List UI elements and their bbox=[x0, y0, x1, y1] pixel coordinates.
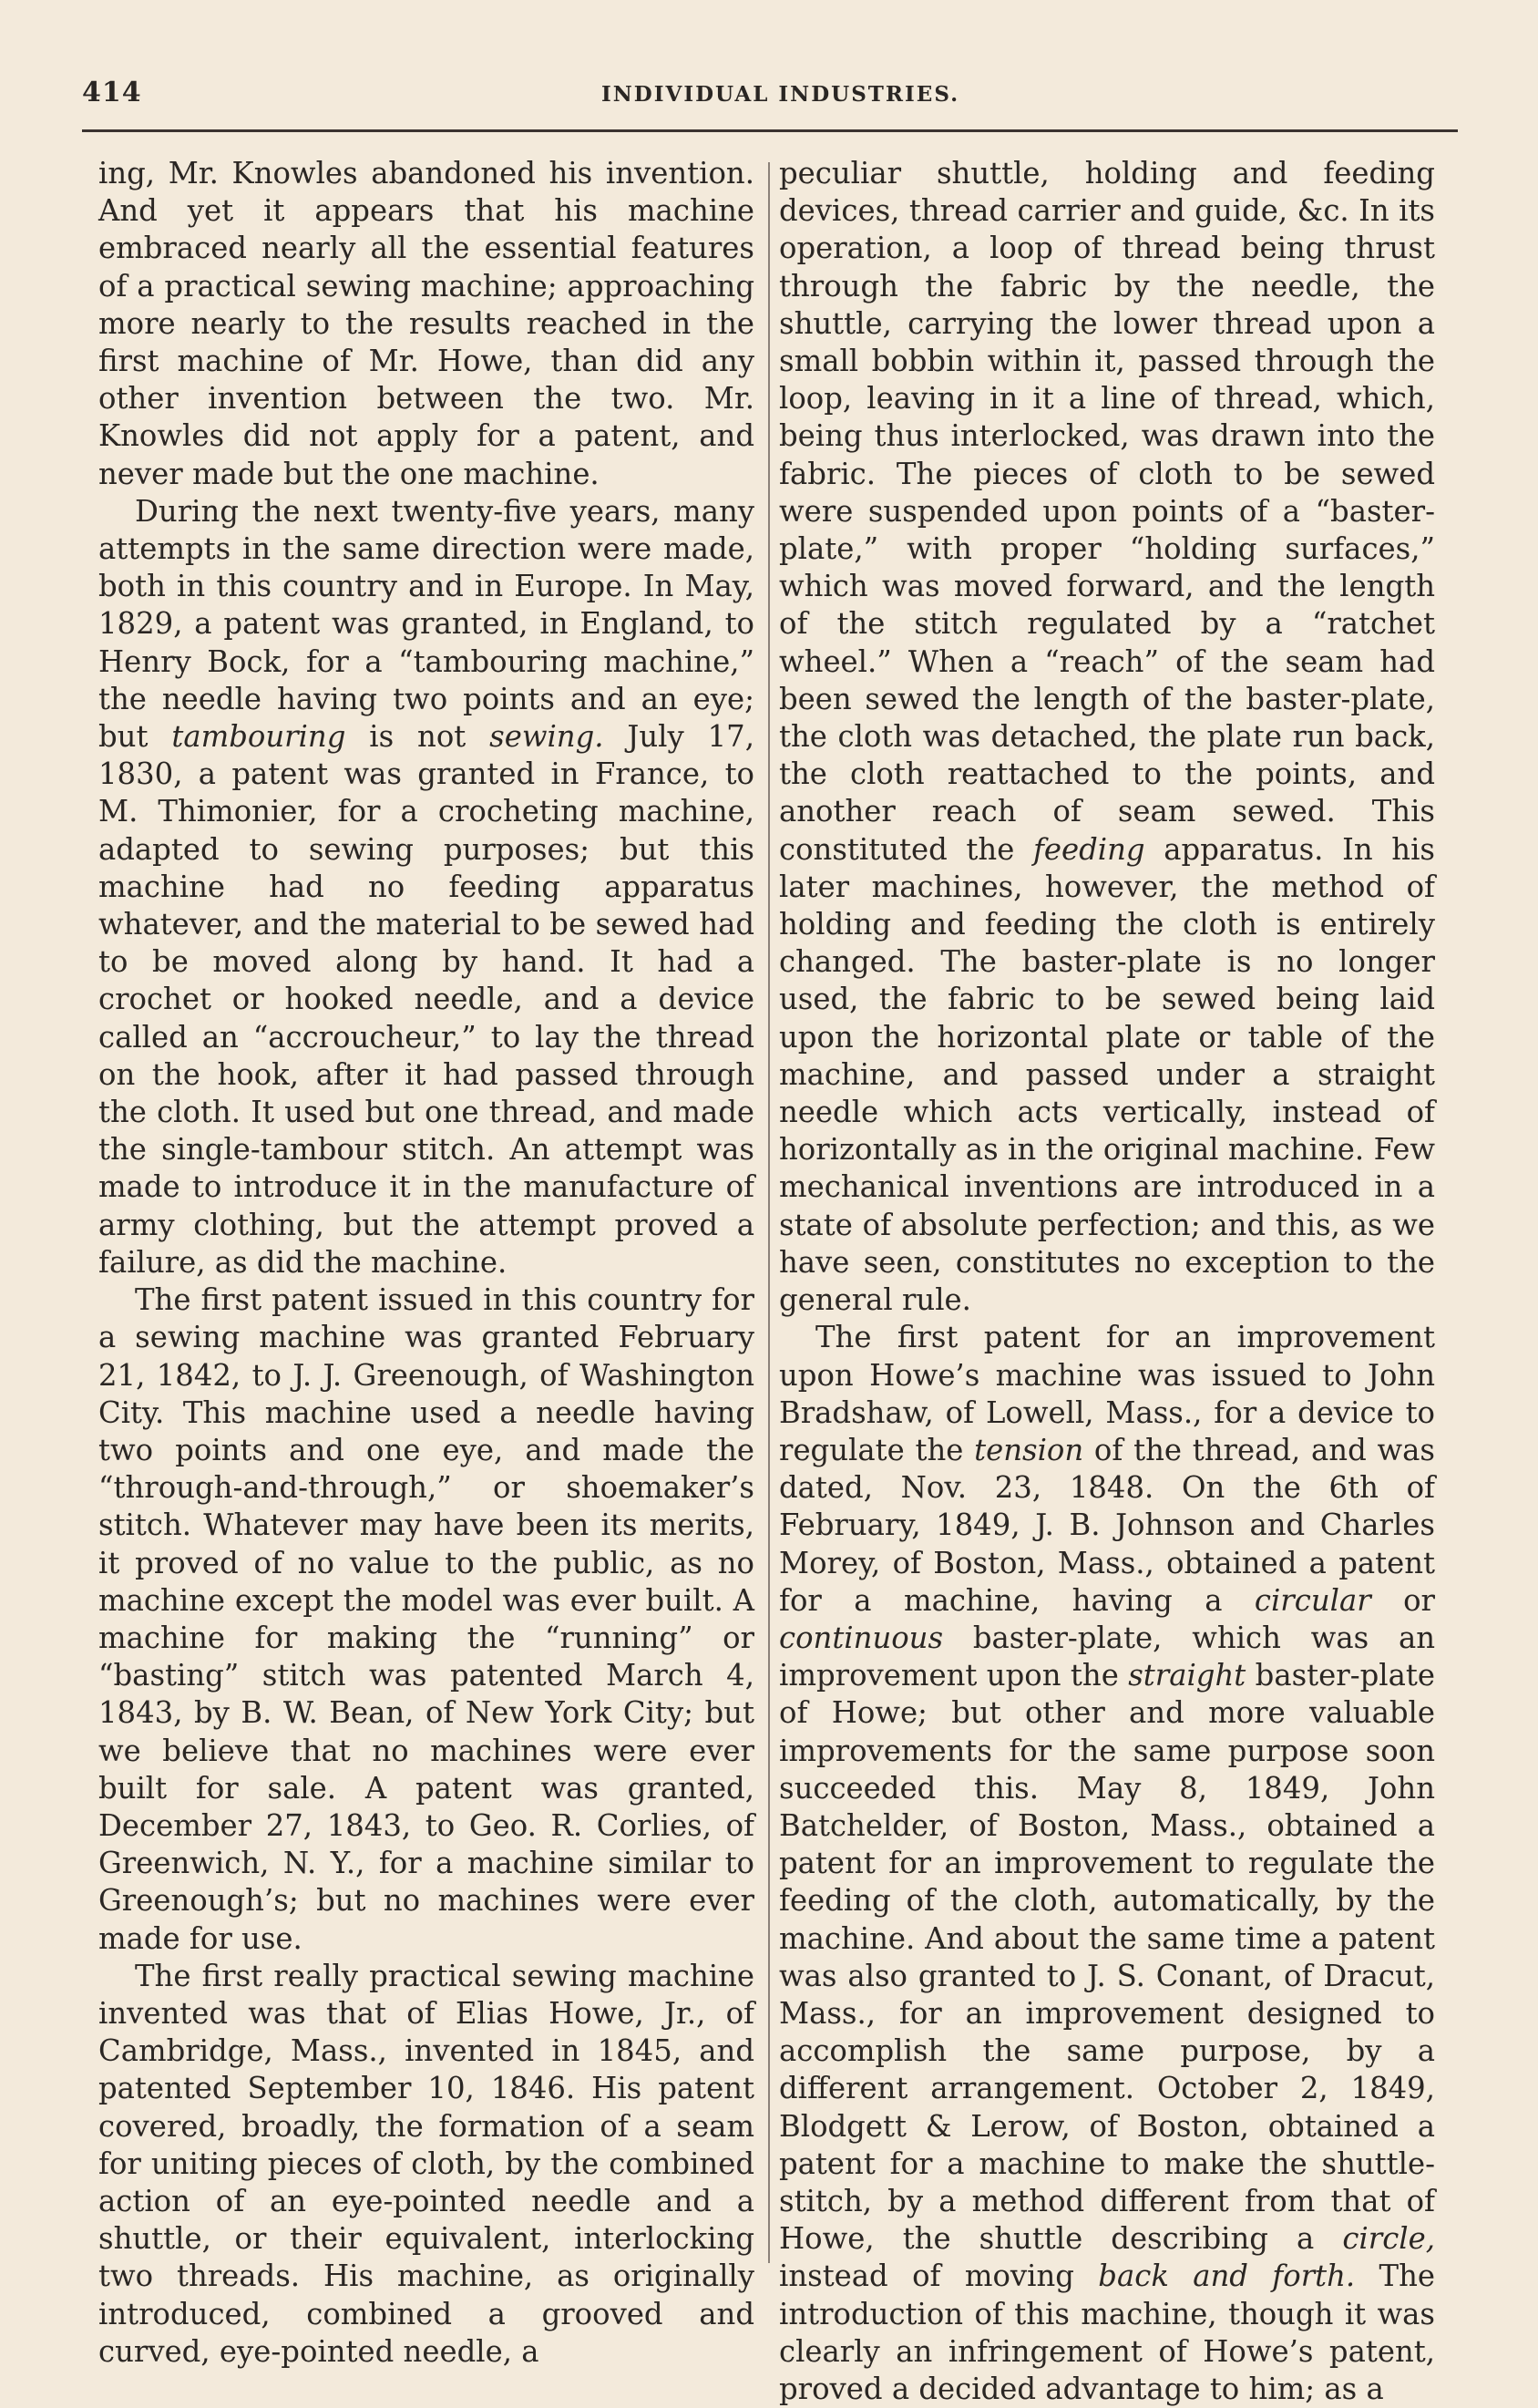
paragraph-text: of the thread, and was dated, Nov. 23, 1848. On the 6th of February, 1849, J. B. Johnson and Charles Morey, of Boston, Mass., obtained a patent for a machine, having a bbox=[779, 1432, 1435, 1618]
paragraph-early-attempts bbox=[98, 493, 754, 1281]
italic-term: straight bbox=[1128, 1658, 1246, 1693]
paragraph-text: During the next twenty-five years, many attempts in the same direction were made, both in this country and in Europe. In May, 1829, a patent was granted, in England, to Henry Bock, for a “tambouring machine,” the needle having two points and an eye; but bbox=[98, 493, 754, 755]
page-number: 414 bbox=[82, 77, 142, 108]
italic-term: tension bbox=[974, 1432, 1084, 1467]
italic-term: circle, bbox=[1342, 2221, 1435, 2257]
paragraph-text: The first really practical sewing machine invented was that of Elias Howe, Jr., of Cambridge, Mass., invented in 1845, and patented September 10, 1846. His patent covered, broadly, the formation of a seam for uniting pieces of cloth, by the combined action of an eye-pointed needle and a shuttle, or their equivalent, interlocking two threads. His machine, as originally introduced, combined a grooved and curved, eye-pointed needle, a bbox=[98, 1958, 754, 2369]
italic-term: continuous bbox=[779, 1620, 944, 1655]
italic-term: sewing. bbox=[489, 719, 604, 755]
column-divider bbox=[768, 162, 770, 2263]
paragraph-text: July 17, 1830, a patent was granted in France, to M. Thimonier, for a crocheting machine, adapted to sewing purposes; but this machine had no feeding apparatus whatever, and the material to be sewed had to be moved along by hand. It had a crochet or hooked needle, and a device called an “accroucheur,” to lay the thread on the hook, after it had passed through the cloth. It used but one thread, and made the single-tambour stitch. An attempt was made to introduce it in the manufacture of army clothing, but the attempt proved a failure, as did the machine. bbox=[98, 719, 754, 1280]
paragraph-text: baster-plate of Howe; but other and more valuable improvements for the same purpose soon succeeded this. May 8, 1849, John Batchelder, of Boston, Mass., obtained a patent for an improvement to regulate the feeding of the cloth, automatically, by the machine. And about the same time a patent was also granted to J. S. Conant, of Dracut, Mass., for an improvement designed to accomplish the same purpose, by a different arrangement. October 2, 1849, Blodgett & Lerow, of Boston, obtained a patent for a machine to make the shuttle-stitch, by a method different from that of Howe, the shuttle describing a bbox=[779, 1658, 1435, 2257]
paragraph-text: peculiar shuttle, holding and feeding devices, thread carrier and guide, &c. In its operation, a loop of thread being thrust through the fabric by the needle, the shuttle, carrying the lower thread upon a small bobbin within it, passed through the loop, leaving in it a line of thread, which, being thus interlocked, was drawn into the fabric. The pieces of cloth to be sewed were suspended upon points of a “baster-plate,” with proper “holding surfaces,” which was moved forward, and the length of the stitch regulated by a “ratchet wheel.” When a “reach” of the seam had been sewed the length of the baster-plate, the cloth was detached, the plate run back, the cloth reattached to the points, and another reach of seam sewed. This constituted the bbox=[779, 156, 1435, 867]
paragraph-text: apparatus. In his later machines, however, the method of holding and feeding the cloth is entirely changed. The baster-plate is no longer used, the fabric to be sewed being laid upon the horizontal plate or table of the machine, and passed under a straight needle which acts vertically, instead of horizontally as in the original machine. Few mechanical inventions are introduced in a state of absolute perfection; and this, as we have seen, constitutes no exception to the general rule. bbox=[779, 831, 1436, 1318]
paragraph-text: instead of moving bbox=[779, 2259, 1099, 2294]
paragraph-text: or bbox=[1370, 1582, 1435, 1618]
header-rule bbox=[82, 129, 1458, 132]
paragraph-text: The introduction of this machine, though it was clearly an infringement of Howe’s patent, proved a decided advantage to him; as a bbox=[779, 2259, 1436, 2406]
paragraph-improvements bbox=[779, 1319, 1435, 2408]
paragraph-text: The first patent for an improvement upon Howe’s machine was issued to John Bradshaw, of Lowell, Mass., for a device to regulate the bbox=[779, 1320, 1435, 1467]
right-column bbox=[779, 155, 1436, 2406]
paragraph-knowles bbox=[98, 155, 754, 493]
paragraph-text: The first patent issued in this country for a sewing machine was granted February 21, 1842, to J. J. Greenough, of Washington City. This machine used a needle having two points and one eye, and made the “through-and-through,” or shoemaker’s stitch. Whatever may have been its merits, it proved of no value to the public, as no machine except the model was ever built. A machine for making the “running” or “basting” stitch was patented March 4, 1843, by B. W. Bean, of New York City; but we believe that no machines were ever built for sale. A patent was granted, December 27, 1843, to Geo. R. Corlies, of Greenwich, N. Y., for a machine similar to Greenough’s; but no machines were ever made for use. bbox=[98, 1282, 754, 1956]
italic-term: back and forth. bbox=[1098, 2259, 1356, 2294]
paragraph-first-us-patent bbox=[98, 1281, 754, 1958]
italic-term: feeding bbox=[1032, 831, 1145, 867]
paragraph-text: ing, Mr. Knowles abandoned his invention. And yet it appears that his machine embraced nearly all the essential features of a practical sewing machine; approaching more nearly to the results reached in the first machine of Mr. Howe, than did any other invention between the two. Mr. Knowles did not apply for a patent, and never made but the one machine. bbox=[98, 156, 754, 491]
italic-term: tambouring bbox=[171, 719, 346, 755]
paragraph-shuttle-operation bbox=[779, 155, 1435, 1319]
italic-term: circular bbox=[1254, 1582, 1371, 1618]
paragraph-howe-machine bbox=[98, 1958, 754, 2371]
running-head: INDIVIDUAL INDUSTRIES. bbox=[601, 82, 960, 107]
left-column bbox=[98, 155, 754, 2369]
page-header bbox=[82, 77, 1458, 113]
paragraph-text: is not bbox=[345, 719, 490, 755]
paragraph-text: baster-plate, which was an improvement upon the bbox=[779, 1620, 1435, 1693]
